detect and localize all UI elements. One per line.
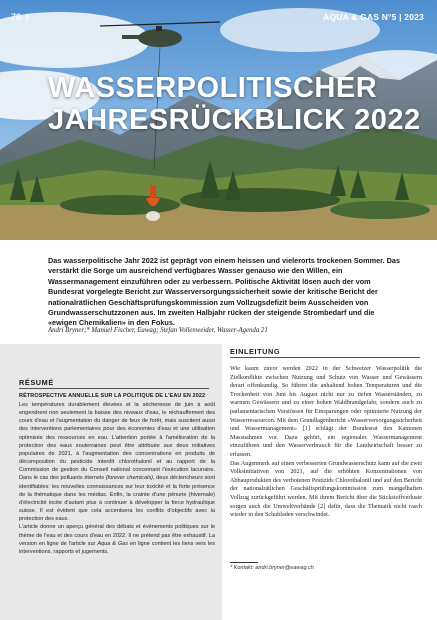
journal-title: AQUA & GAS N°5 | 2023 bbox=[323, 12, 424, 22]
article-title bbox=[48, 72, 421, 136]
einleitung-divider bbox=[230, 357, 420, 358]
lead-paragraph: Das wasserpolitische Jahr 2022 ist geprägt von einem heissen und vielerorts trockenen Sommer. Das verstärkt die Sorge um ausreichend verfügbares Wasser genauso wie den Willen, ein Wassermanagement einzuführen oder zu verbessern. Politische Aktivität lösen auch der vom Bundesrat vorgelegte Bericht zur Wasserversorgungssicherheit sowie der kritische Bericht der nationalrätlichen Geschäftsprüfungskommission zum Vollzugsdefizit beim Ausscheiden von Grundwasserschutzzonen aus. Im zweiten Halbjahr rücken der steigende Strombedarf und die «ewigen Chemikalien» in den Fokus. bbox=[48, 256, 401, 328]
article-title-line2: JAHRESRÜCKBLICK 2022 bbox=[48, 104, 421, 136]
footnote-contact: * Kontakt: andri.bryner@eawag.ch bbox=[230, 565, 314, 571]
hero-image bbox=[0, 0, 437, 240]
resume-paragraph-1: Les températures durablement élevées et la sécheresse de juin à août engendrent non seulement la baisse des niveaux d'eau, le réchauffement des cours d'eau et l'augmentation du danger de feux de forêt, mais suscitent aussi des interventions parlementaires pour des économies d'eau et une utilisation optimisée des ressources en eau. L'attention portée à l'amélioration de la protection des eaux souterraines peut être attribuée aux deux initiatives populaires de 2021, à l'augmentation des concentrations en produits de décomposition du pesticide interdit chlorothalonil et au rapport de la Commission de gestion du Conseil national concernant l'exécution lacunaire. Dans le cas des polluants éternels (forever chemicals), deux déclencheurs sont identifiables: les nouvelles connaissances sur leur toxicité et la forte présence de la thématique dans les médias. Enfin, la crainte d'une pénurie (hivernale) d'électricité incite d'autant plus à continuer à développer la force hydraulique suisse. Il est évident que cela accentuera les conflits d'objectifs avec la protection des eaux. bbox=[19, 402, 215, 523]
einleitung-paragraph-2: Das Augenmerk auf einen verbesserten Grundwasserschutz kann auf die zwei Volksinitiativen von 2021, auf die erhöhten Konzentrationen von Abbauprodukten des verbotenen Pestizids Chlorothalonil und auf den Bericht der nationalrätlichen Geschäftsprüfungskommission zum mangelhaften Vollzug zurückgeführt werden. Mit ihrem Bericht über die Stickstoffverluste sorgen auch die Umweltverbände [2] dafür, dass die Thematik nicht rasch wieder in den Schubladen verschwindet. bbox=[230, 460, 422, 519]
einleitung-paragraph-1: Wie kaum zuvor werden 2022 in der Schweizer Wasserpolitik die Zielkonflikte zwischen Nutzung und Schutz von Wasser und Gewässern derart offenkundig. So führen die anhaltend hohen Temperaturen und die Trockenheit von Juni bis August nicht nur zu tiefen Wasserständen, zu warmen Gewässern und zu einer hohen Waldbrandgefahr, sondern auch zu parlamentarischen Vorstössen für Einsparungen oder optimierte Nutzung der Wasserressourcen. Mit dem Grundlagenbericht «Wasserversorgungssicherheit und Wassermanagement» [1] schlägt der Bundesrat den Kantonen Massnahmen vor. Dazu gehört, ein regionales Wassermanagement einzuführen und den Wasserverbrauch für die Landwirtschaft besser zu erfassen. bbox=[230, 366, 422, 458]
resume-divider bbox=[19, 388, 209, 389]
footnote-divider bbox=[230, 562, 258, 563]
article-title-line1: WASSERPOLITISCHER bbox=[48, 72, 378, 104]
page-number: 70 | bbox=[11, 12, 29, 22]
resume-body bbox=[19, 401, 215, 556]
authors-line: Andri Bryner;* Manuel Fischer, Eawag; Stefan Vollenweider, Wasser-Agenda 21 bbox=[48, 327, 268, 334]
einleitung-body bbox=[230, 365, 422, 520]
resume-paragraph-2: L'article donne un aperçu général des débats et événements politiques sur le thème de l'eau et des cours d'eau en 2022. Il ne prétend pas être exhaustif. La version en ligne de l'article sur Aqua & Gas en ligne contient les liens vers les interventions, rapports et jugements. bbox=[19, 524, 215, 555]
resume-heading: RÉSUMÉ bbox=[19, 378, 54, 387]
resume-subheading: RÉTROSPECTIVE ANNUELLE SUR LA POLITIQUE DE L'EAU EN 2022 bbox=[19, 393, 206, 399]
einleitung-heading: EINLEITUNG bbox=[230, 347, 281, 356]
